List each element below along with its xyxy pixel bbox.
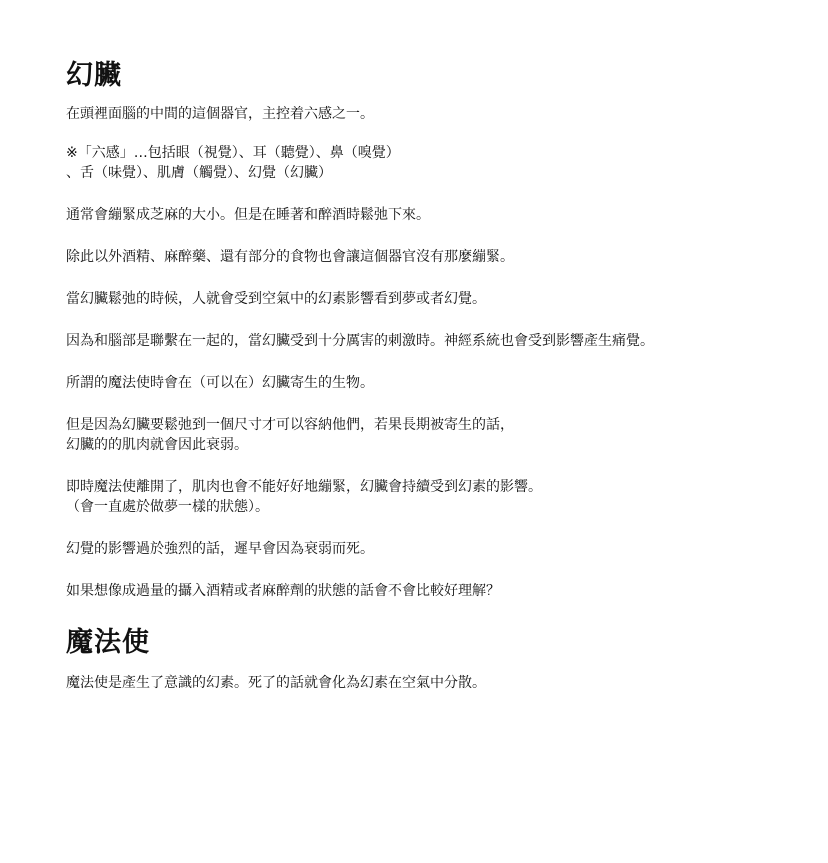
paragraph: [66, 581, 821, 601]
paragraph: [66, 477, 821, 517]
section-mofashi: [66, 625, 821, 693]
paragraph: [66, 331, 821, 351]
section-heading: 幻臟: [66, 60, 122, 91]
paragraph: [66, 373, 821, 393]
paragraph: [66, 289, 821, 309]
text-line: 在頭裡面腦的中間的這個器官，主控着六感之一。: [66, 106, 374, 122]
paragraph: [66, 104, 821, 124]
paragraph: [66, 673, 821, 693]
paragraph: [66, 539, 821, 559]
text-line: （會一直處於做夢一樣的狀態）。: [66, 499, 269, 515]
text-line: 但是因為幻臟要鬆弛到一個尺寸才可以容納他們，若果長期被寄生的話，: [66, 417, 514, 433]
text-line: 除此以外酒精、麻醉藥、還有部分的食物也會讓這個器官沒有那麼繃緊。: [66, 249, 514, 265]
section-huanzang: [66, 58, 821, 601]
paragraph: [66, 205, 821, 225]
text-line: 魔法使是產生了意識的幻素。死了的話就會化為幻素在空氣中分散。: [66, 675, 486, 691]
text-line: 當幻臟鬆弛的時候，人就會受到空氣中的幻素影響看到夢或者幻覺。: [66, 291, 486, 307]
text-line: 所謂的魔法使時會在（可以在）幻臟寄生的生物。: [66, 375, 374, 391]
text-line: 幻臟的的肌肉就會因此衰弱。: [66, 437, 248, 453]
section-heading: 魔法使: [66, 627, 150, 658]
document-body: [66, 58, 821, 693]
paragraph: [66, 415, 821, 455]
text-line: 通常會繃緊成芝麻的大小。但是在睡著和醉酒時鬆弛下來。: [66, 207, 430, 223]
text-line: ※「六感」…包括眼（視覺）、耳（聽覺）、鼻（嗅覺）: [66, 145, 400, 161]
text-line: 因為和腦部是聯繫在一起的，當幻臟受到十分厲害的刺激時。神經系統也會受到影響產生痛覺。: [66, 333, 654, 349]
text-line: 即時魔法使離開了，肌肉也會不能好好地繃緊，幻臟會持續受到幻素的影響。: [66, 479, 542, 495]
text-line: 如果想像成過量的攝入酒精或者麻醉劑的狀態的話會不會比較好理解？: [66, 583, 500, 599]
text-line: 幻覺的影響過於強烈的話，遲早會因為衰弱而死。: [66, 541, 374, 557]
text-line: 、舌（味覺）、肌膚（觸覺）、幻覺（幻臟）: [66, 165, 332, 181]
paragraph: [66, 247, 821, 267]
paragraph: [66, 143, 821, 183]
